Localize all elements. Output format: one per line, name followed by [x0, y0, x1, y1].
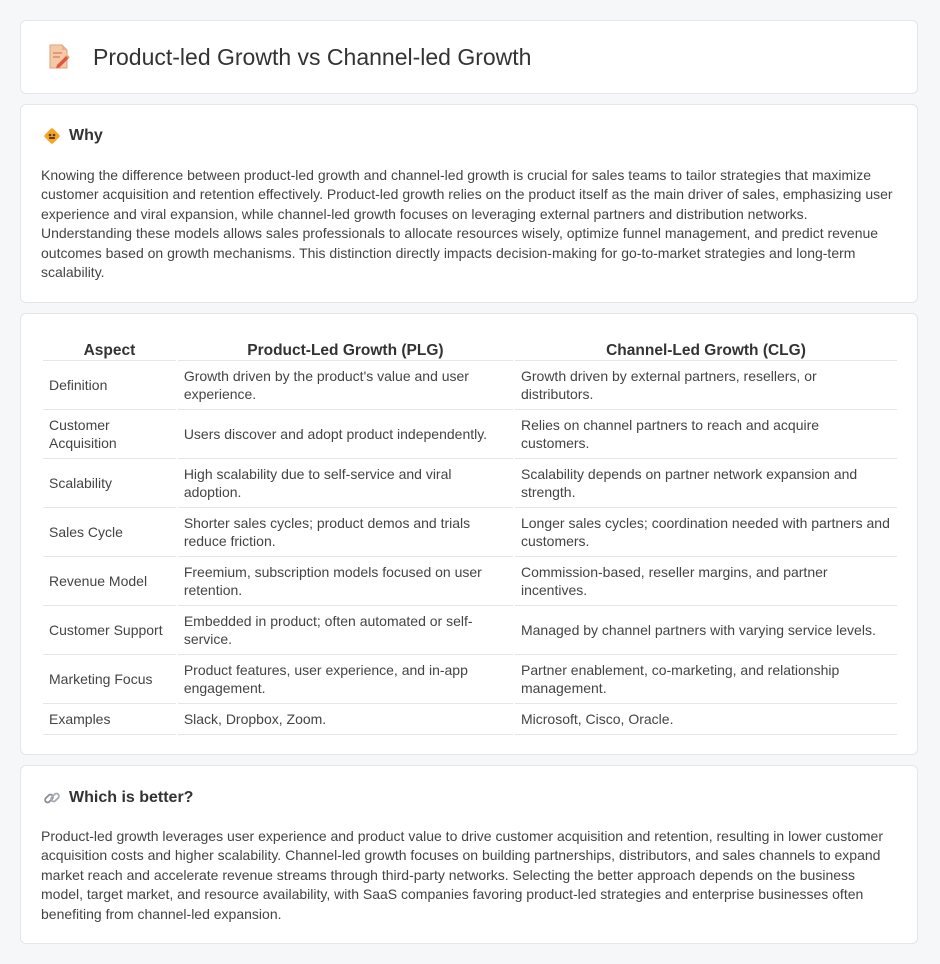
why-heading: Why: [69, 127, 103, 144]
plg-cell: Slack, Dropbox, Zoom.: [178, 704, 513, 735]
header-aspect: Aspect: [43, 336, 176, 361]
aspect-cell: Marketing Focus: [43, 655, 176, 704]
table-row: [43, 704, 897, 735]
aspect-cell: Examples: [43, 704, 176, 735]
comparison-section: [20, 313, 918, 755]
clg-cell: Growth driven by external partners, resellers, or distributors.: [515, 361, 897, 410]
table-row: [43, 606, 897, 655]
document-pencil-icon: [47, 44, 71, 70]
plg-cell: Users discover and adopt product independently.: [178, 410, 513, 459]
plg-cell: High scalability due to self-service and viral adoption.: [178, 459, 513, 508]
clg-cell: Longer sales cycles; coordination needed with partners and customers.: [515, 508, 897, 557]
aspect-cell: Revenue Model: [43, 557, 176, 606]
table-row: [43, 508, 897, 557]
table-row: [43, 410, 897, 459]
aspect-cell: Customer Support: [43, 606, 176, 655]
table-row: [43, 557, 897, 606]
table-row: [43, 655, 897, 704]
table-header-row: [43, 336, 897, 361]
clg-cell: Managed by channel partners with varying service levels.: [515, 606, 897, 655]
link-icon: [43, 789, 61, 807]
which-is-better-section: [20, 765, 918, 944]
clg-cell: Partner enablement, co-marketing, and relationship management.: [515, 655, 897, 704]
comparison-table: [41, 336, 899, 735]
plg-cell: Growth driven by the product's value and user experience.: [178, 361, 513, 410]
plg-cell: Freemium, subscription models focused on user retention.: [178, 557, 513, 606]
better-text: Product-led growth leverages user experience and product value to drive customer acquisition and retention, resulting in lower customer acquisition costs and higher scalability. Channel-led growth focuses on building partnerships, distributors, and sales channels to expand market reach and accelerate revenue streams through third-party networks. Selecting the better approach depends on the business model, target market, and resource availability, with SaaS companies favoring product-led strategies and enterprise businesses often benefiting from channel-led expansion.: [41, 828, 884, 922]
clg-cell: Microsoft, Cisco, Oracle.: [515, 704, 897, 735]
aspect-cell: Scalability: [43, 459, 176, 508]
title-card: [20, 20, 918, 94]
clg-cell: Scalability depends on partner network expansion and strength.: [515, 459, 897, 508]
why-text: Knowing the difference between product-led growth and channel-led growth is crucial for sales teams to tailor strategies that maximize customer acquisition and retention effectively. Product-led growth relies on the product itself as the main driver of sales, emphasizing user experience and viral expansion, while channel-led growth focuses on leveraging external partners and distribution networks. Understanding these models allows sales professionals to allocate resources wisely, optimize funnel management, and predict revenue outcomes based on growth mechanisms. This distinction directly impacts decision-making for go-to-market strategies and long-term scalability.: [41, 167, 893, 281]
clg-cell: Commission-based, reseller margins, and partner incentives.: [515, 557, 897, 606]
page-title: Product-led Growth vs Channel-led Growth: [93, 43, 532, 70]
aspect-cell: Customer Acquisition: [43, 410, 176, 459]
table-row: [43, 361, 897, 410]
warning-sign-icon: [43, 127, 61, 145]
aspect-cell: Definition: [43, 361, 176, 410]
header-plg: Product-Led Growth (PLG): [178, 336, 513, 361]
table-row: [43, 459, 897, 508]
why-section: [20, 104, 918, 303]
clg-cell: Relies on channel partners to reach and acquire customers.: [515, 410, 897, 459]
plg-cell: Shorter sales cycles; product demos and trials reduce friction.: [178, 508, 513, 557]
aspect-cell: Sales Cycle: [43, 508, 176, 557]
plg-cell: Product features, user experience, and in-app engagement.: [178, 655, 513, 704]
why-header: [43, 127, 103, 145]
header-clg: Channel-Led Growth (CLG): [515, 336, 897, 361]
plg-cell: Embedded in product; often automated or self-service.: [178, 606, 513, 655]
better-header: [43, 789, 193, 807]
better-heading: Which is better?: [69, 789, 194, 806]
